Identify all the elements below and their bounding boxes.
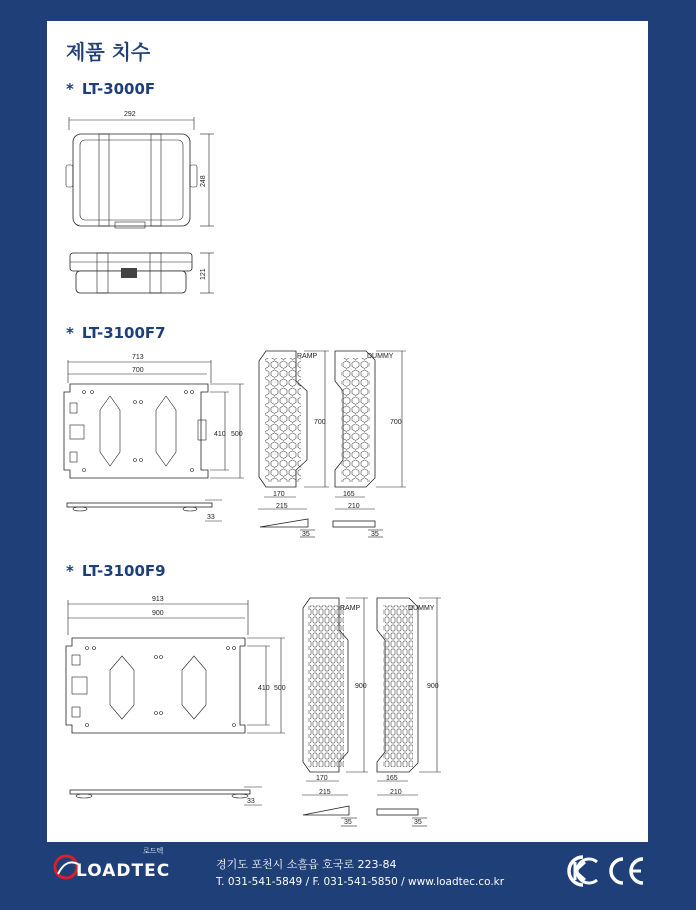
dim-dummy-length: 900 — [427, 683, 439, 690]
ramp-label: RAMP — [340, 605, 361, 612]
dim-ramp-length: 700 — [314, 419, 326, 426]
dim-depth-outer: 500 — [231, 431, 243, 438]
dim-ramp-width-b: 215 — [319, 789, 331, 796]
logo-korean-text: 로드텍 — [143, 847, 164, 855]
dim-overall-width: 713 — [132, 354, 144, 361]
bullet-star: * — [66, 324, 74, 342]
dim-ramp-thickness: 35 — [344, 819, 352, 826]
dim-height-121: 121 — [200, 268, 207, 280]
dim-thickness: 33 — [207, 514, 215, 521]
lt3100f9-ramp-side-views — [303, 806, 427, 826]
page-title: 제품 치수 — [66, 40, 151, 64]
ce-mark-icon — [604, 853, 646, 889]
dummy-label: DUMMY — [367, 353, 394, 360]
lt3100f9-ramp-top-view — [302, 598, 368, 796]
dim-width-292: 292 — [124, 111, 136, 118]
lt3100f9-dummy-top-view — [377, 598, 441, 796]
dim-dummy-length: 700 — [390, 419, 402, 426]
bullet-star: * — [66, 80, 74, 98]
dim-dummy-width-b: 210 — [390, 789, 402, 796]
ramp-label: RAMP — [297, 353, 318, 360]
dim-dummy-width-b: 210 — [348, 503, 360, 510]
lt3100f7-plate-top-view — [64, 354, 244, 478]
dim-dummy-thickness: 35 — [414, 819, 422, 826]
dim-depth-248: 248 — [200, 175, 207, 187]
dim-ramp-width-a: 170 — [273, 491, 285, 498]
bullet-star: * — [66, 562, 74, 580]
lt3100f9-plate-top-view — [66, 596, 286, 733]
lt3100f7-dummy-top-view — [335, 351, 406, 510]
hexagon-grid — [265, 358, 301, 482]
dim-overall-width: 913 — [152, 596, 164, 603]
dim-depth-outer: 500 — [274, 685, 286, 692]
dim-dummy-width-a: 165 — [386, 775, 398, 782]
model-name: LT-3100F9 — [81, 562, 166, 580]
dim-ramp-width-b: 215 — [276, 503, 288, 510]
company-contact: T. 031-541-5849 / F. 031-541-5850 / www.loadtec.co.kr — [216, 876, 505, 888]
dim-inner-width: 900 — [152, 610, 164, 617]
lt3000f-side-view — [70, 253, 214, 293]
dim-depth-inner: 410 — [214, 431, 226, 438]
dim-ramp-width-a: 170 — [316, 775, 328, 782]
company-address: 경기도 포천시 소흘읍 호국로 223-84 — [216, 858, 397, 871]
lt3100f7-plate-side-view — [67, 500, 222, 521]
dim-thickness: 33 — [247, 798, 255, 805]
lt3100f7-ramp-side-views — [260, 519, 383, 538]
dim-ramp-thickness: 35 — [302, 531, 310, 538]
dim-depth-inner: 410 — [258, 685, 270, 692]
lt3100f7-ramp-top-view — [258, 351, 329, 510]
model-name: LT-3100F7 — [81, 324, 166, 342]
lt3100f9-plate-side-view — [70, 787, 262, 805]
model-name: LT-3000F — [81, 80, 156, 98]
dim-dummy-width-a: 165 — [343, 491, 355, 498]
logo-text: LOADTEC — [76, 861, 171, 881]
dummy-label: DUMMY — [408, 605, 435, 612]
dim-dummy-thickness: 35 — [371, 531, 379, 538]
kc-mark-icon — [563, 853, 603, 889]
dim-ramp-length: 900 — [355, 683, 367, 690]
dim-inner-width: 700 — [132, 367, 144, 374]
lt3000f-top-view — [66, 111, 214, 228]
